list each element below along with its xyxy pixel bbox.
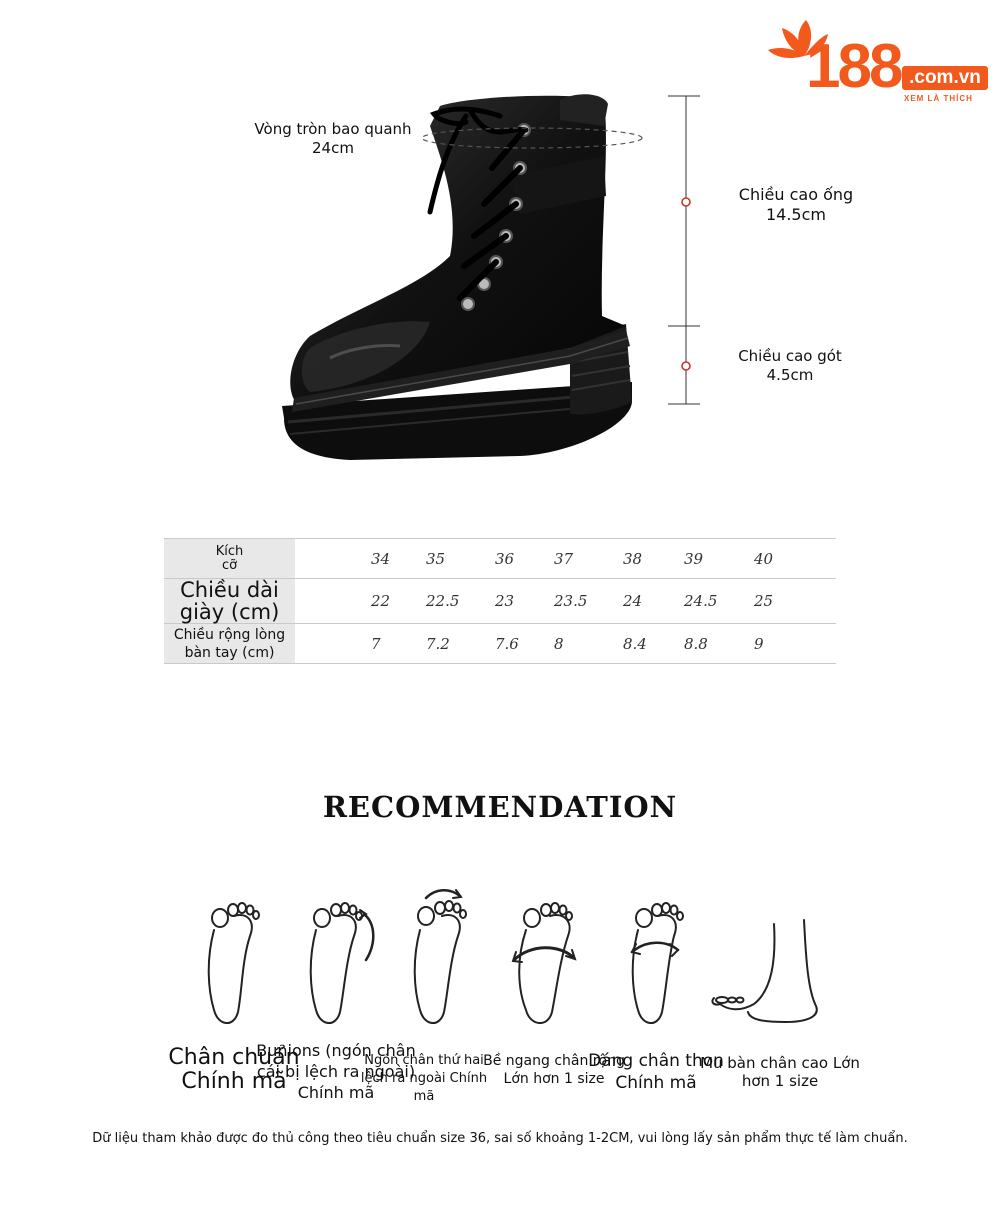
normal-foot-icon bbox=[209, 903, 259, 1023]
logo-tagline: XEM LÀ THÍCH bbox=[904, 94, 973, 103]
size-table bbox=[164, 538, 836, 664]
logo-domain: .com.vn bbox=[902, 66, 988, 90]
heel-height-value: 4.5cm bbox=[766, 366, 814, 384]
brand-logo bbox=[766, 16, 996, 108]
table-cell: 9 bbox=[754, 624, 836, 664]
table-cell: 25 bbox=[754, 579, 836, 624]
wide-foot-icon bbox=[513, 903, 575, 1023]
table-cell: 8.8 bbox=[684, 624, 754, 664]
foot-label-normal: Chân chuẩn Chính mã bbox=[168, 1045, 300, 1094]
shaft-height-label bbox=[706, 185, 886, 225]
shaft-height-value: 14.5cm bbox=[765, 205, 826, 224]
table-cell: 8.4 bbox=[623, 624, 684, 664]
circumference-value: 24cm bbox=[312, 139, 354, 157]
table-cell: 24.5 bbox=[684, 579, 754, 624]
table-cell: 24 bbox=[623, 579, 684, 624]
foot-label-slim: Dáng chân thon Chính mã bbox=[588, 1051, 724, 1093]
table-cell: 23 bbox=[495, 579, 554, 624]
table-cell: 7 bbox=[371, 624, 426, 664]
foot-label-toe-deviation: Ngón chân thứ hai lệch ra ngoài Chính mã bbox=[360, 1053, 488, 1104]
table-cell: 36 bbox=[495, 539, 554, 579]
size-row bbox=[164, 539, 836, 579]
foot-types-illustration bbox=[180, 880, 840, 1040]
bunion-foot-icon bbox=[311, 903, 374, 1023]
slim-foot-icon bbox=[632, 903, 683, 1023]
measure-lines bbox=[664, 90, 704, 410]
circumference-label bbox=[226, 120, 440, 158]
table-cell: 38 bbox=[623, 539, 684, 579]
toe-deviation-foot-icon bbox=[415, 890, 466, 1023]
high-instep-foot-icon bbox=[712, 920, 816, 1022]
disclaimer-text: Dữ liệu tham khảo được đo thủ công theo tiêu chuẩn size 36, sai số khoảng 1-2CM, vui lòng lấy sản phẩm thực tế làm chuẩn. bbox=[92, 1131, 908, 1146]
table-cell: 39 bbox=[684, 539, 754, 579]
table-cell: 23.5 bbox=[554, 579, 623, 624]
circumference-title: Vòng tròn bao quanh bbox=[254, 120, 412, 138]
row-header-width: Chiều rộng lòng bàn tay (cm) bbox=[164, 624, 295, 664]
table-cell: 34 bbox=[371, 539, 426, 579]
logo-number: 188 bbox=[806, 32, 901, 101]
foot-label-wide: Bề ngang chân rộng Lớn hơn 1 size bbox=[483, 1053, 625, 1087]
table-cell: 37 bbox=[554, 539, 623, 579]
recommendation-title: RECOMMENDATION bbox=[322, 790, 678, 824]
shaft-height-title: Chiều cao ống bbox=[738, 185, 854, 204]
length-row bbox=[164, 579, 836, 624]
table-cell: 22 bbox=[371, 579, 426, 624]
row-header-size: Kích cỡ bbox=[164, 539, 295, 579]
foot-label-bunion: Bunions (ngón chân cái bị lệch ra ngoài) Chính mã bbox=[256, 1041, 416, 1102]
table-cell: 40 bbox=[754, 539, 836, 579]
table-cell: 35 bbox=[426, 539, 495, 579]
width-row bbox=[164, 624, 836, 664]
table-cell: 7.2 bbox=[426, 624, 495, 664]
table-cell: 7.6 bbox=[495, 624, 554, 664]
heel-height-label bbox=[706, 347, 874, 385]
foot-label-high-instep: Mu bàn chân cao Lớn hơn 1 size bbox=[700, 1054, 860, 1090]
table-cell: 22.5 bbox=[426, 579, 495, 624]
heel-height-title: Chiều cao gót bbox=[738, 347, 842, 365]
row-header-length: Chiều dài giày (cm) bbox=[164, 579, 295, 624]
table-cell: 8 bbox=[554, 624, 623, 664]
